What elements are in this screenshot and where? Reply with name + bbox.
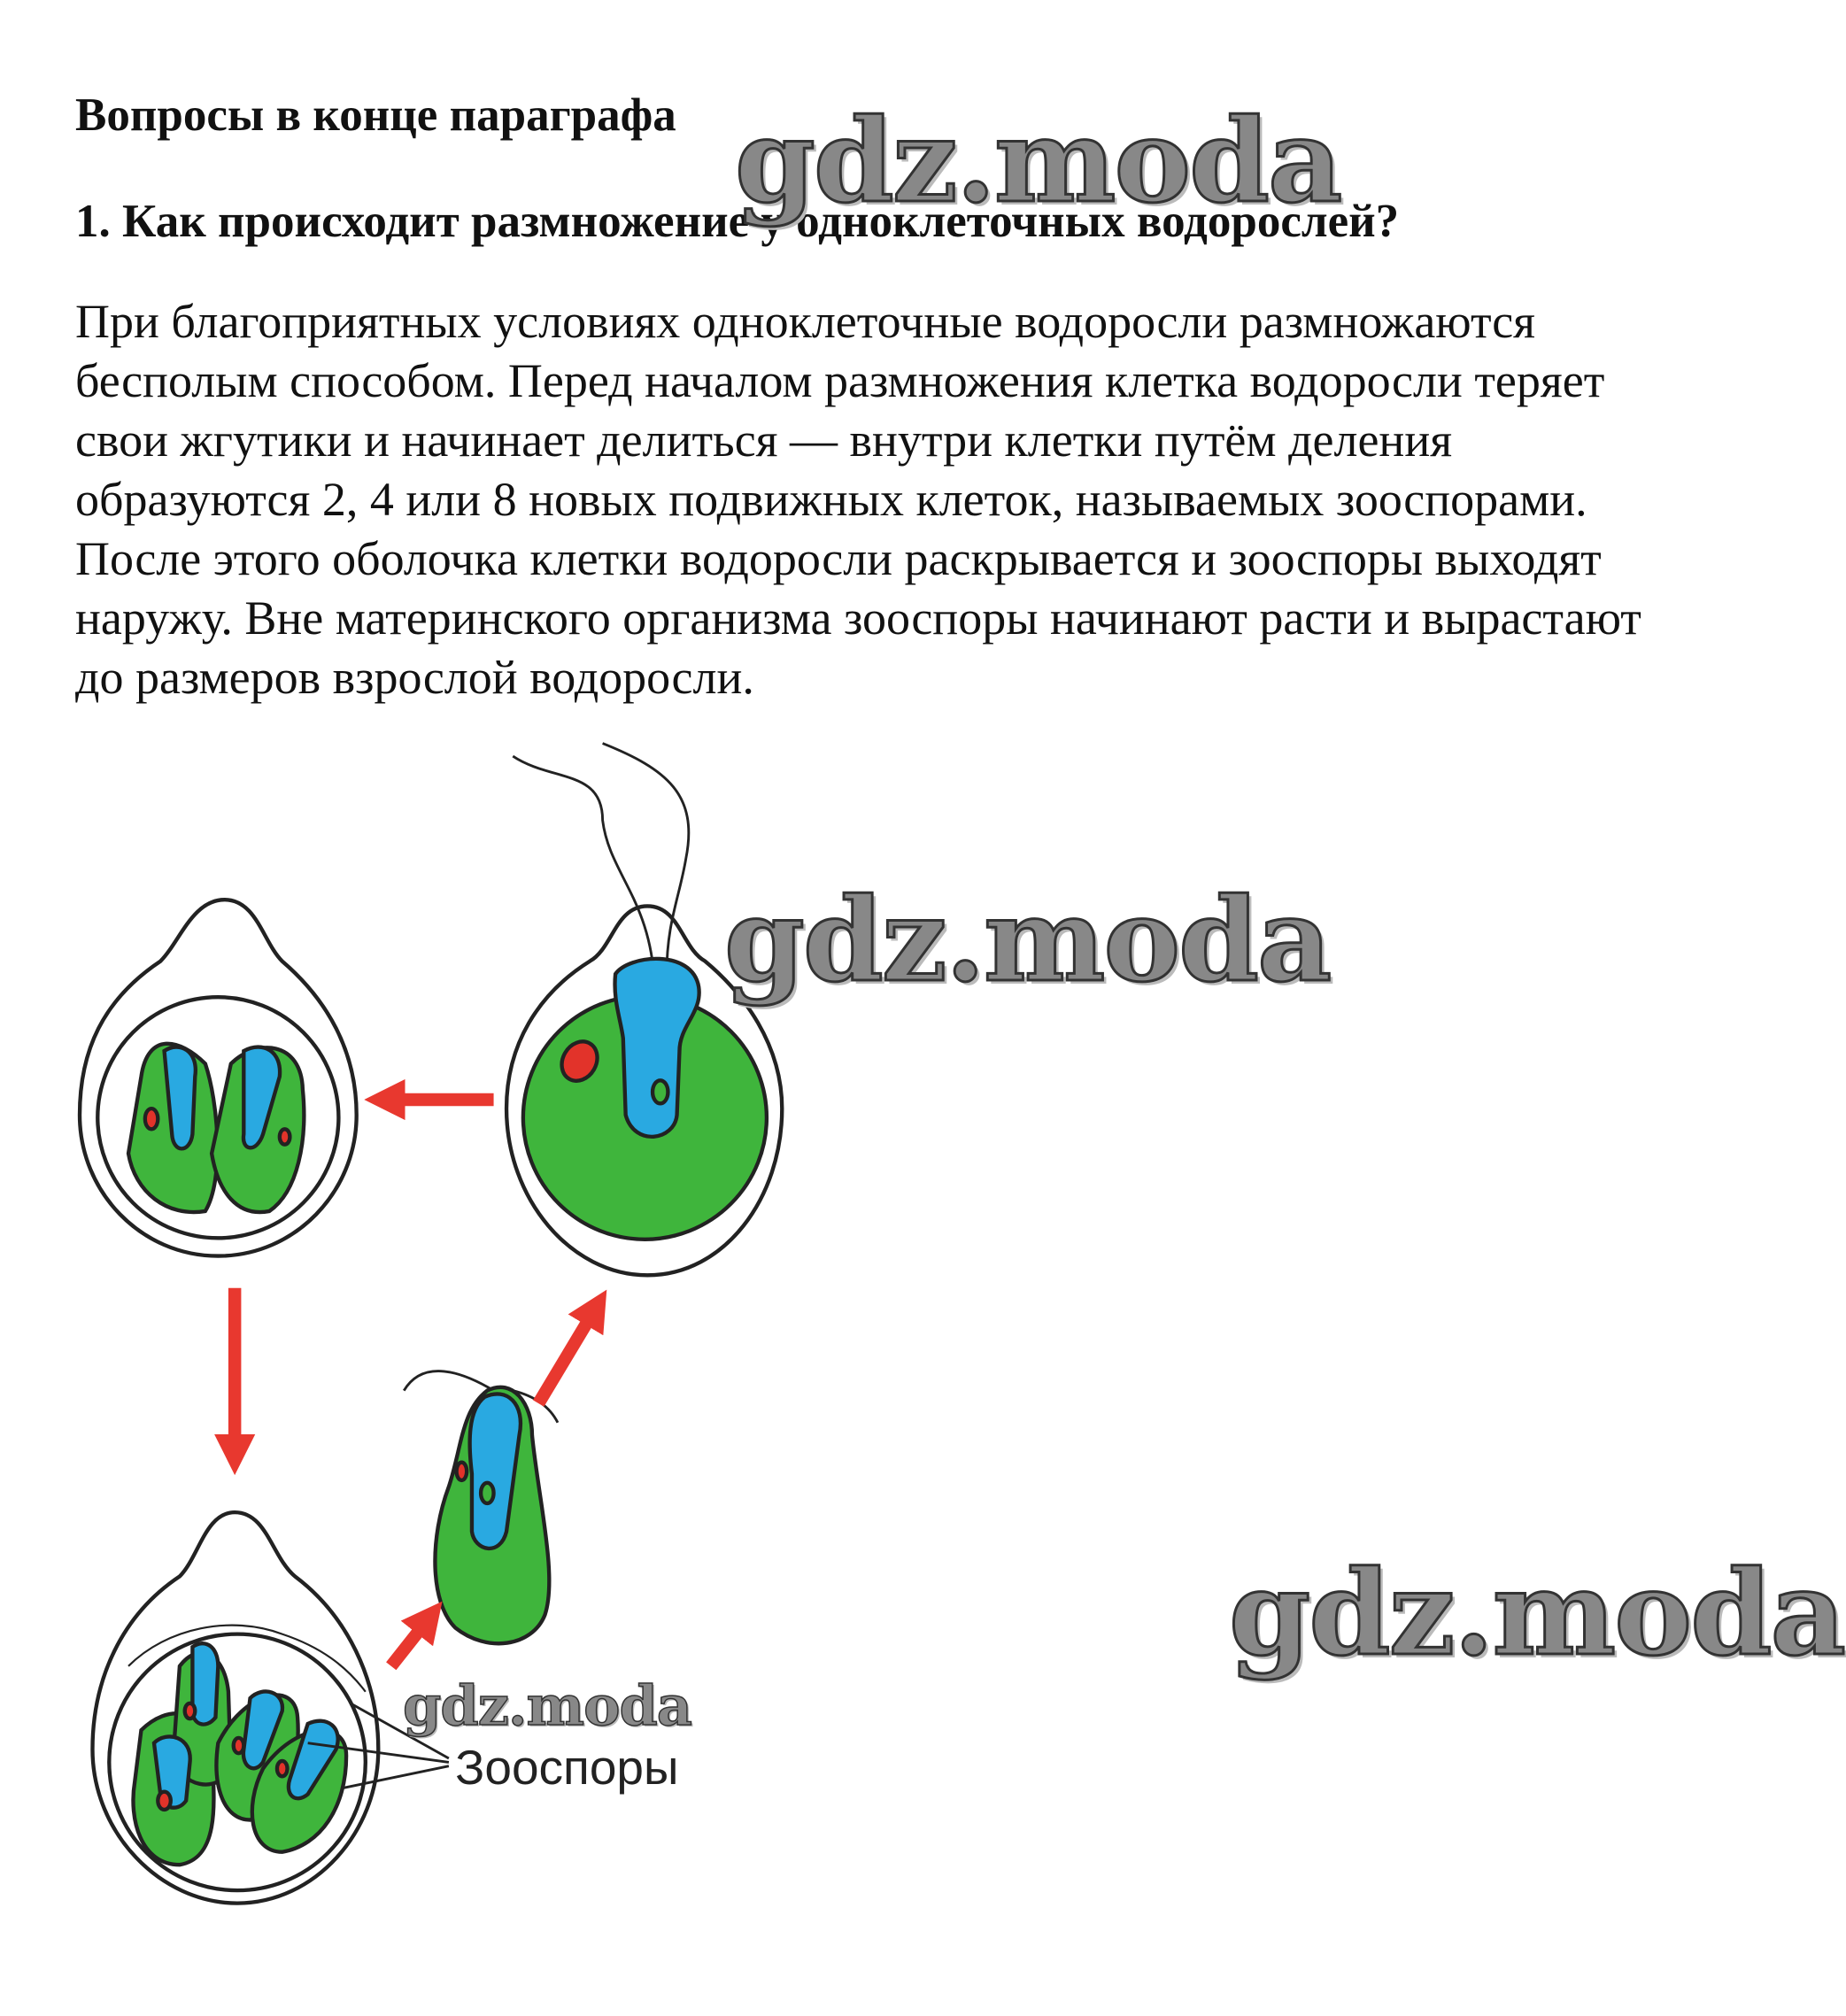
answer-line: до размеров взрослой водоросли. — [75, 651, 754, 704]
answer-line: свои жгутики и начинает делиться — внутри клетки путём деления — [75, 413, 1453, 467]
watermark: gdz.moda — [403, 1673, 691, 1738]
answer-line: бесполым способом. Перед началом размножения клетка водоросли теряет — [75, 354, 1605, 407]
watermark: gdz.moda — [724, 872, 1331, 1008]
answer-line: При благоприятных условиях одноклеточные водоросли размножаются — [75, 295, 1536, 348]
arrow-up-right-small — [391, 1618, 429, 1666]
question-heading: 1. Как происходит размножение у одноклеточных водорослей? — [75, 196, 1400, 247]
answer-line: образуются 2, 4 или 8 новых подвижных клеток, называемых зооспорами. — [75, 473, 1587, 526]
watermark: gdz.moda — [1229, 1545, 1845, 1682]
answer-line: наружу. Вне материнского организма зооспоры начинают расти и вырастают — [75, 591, 1641, 645]
zoospores-label: Зооспоры — [455, 1739, 679, 1795]
cell-dividing-two — [80, 900, 357, 1255]
answer-line: После этого оболочка клетки водоросли раскрывается и зооспоры выходят — [75, 532, 1602, 585]
section-title: Вопросы в конце параграфа — [75, 89, 676, 141]
cell-with-zoospores — [92, 1512, 378, 1904]
free-zoospore — [404, 1371, 558, 1644]
cell-mature — [506, 744, 782, 1276]
watermark: gdz.moda — [735, 93, 1341, 228]
arrow-up-right — [538, 1308, 596, 1404]
